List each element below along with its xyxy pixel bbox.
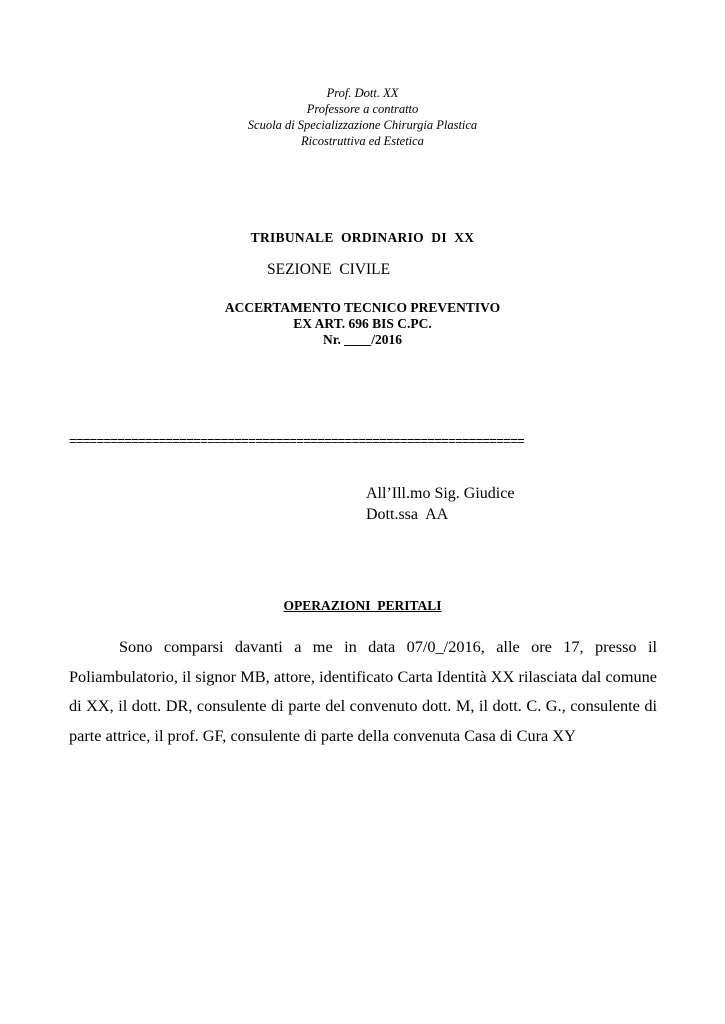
separator-line: ================================================================== — [69, 433, 524, 448]
court-name: TRIBUNALE ORDINARIO DI XX — [250, 230, 475, 245]
operations-title: OPERAZIONI PERITALI — [283, 598, 442, 613]
author-role: Professore a contratto — [306, 102, 419, 116]
operations-paragraph: Sono comparsi davanti a me in data 07/0_/2016, alle ore 17, presso il Poliambulatorio, il signor MB, attore, identificato Carta Identità XX rilasciata dal comune di XX, il dott. DR, consulente di parte del convenuto dott. M, il dott. C. G., consulente di parte attrice, il prof. GF, consulente di parte della convenuta Casa di Cura XY — [69, 637, 657, 745]
author-header — [0, 85, 725, 149]
procedure-heading — [0, 300, 725, 348]
author-school: Scuola di Specializzazione Chirurgia Plastica — [247, 118, 478, 132]
author-school-cont: Ricostruttiva ed Estetica — [301, 134, 424, 148]
author-name: Prof. Dott. XX — [326, 86, 399, 100]
addressee-name: Dott.ssa AA — [366, 506, 449, 523]
court-section: SEZIONE CIVILE — [267, 261, 391, 278]
addressee-title: All’Ill.mo Sig. Giudice — [366, 485, 515, 502]
procedure-type: ACCERTAMENTO TECNICO PREVENTIVO — [224, 300, 501, 315]
procedure-article: EX ART. 696 BIS C.PC. — [293, 316, 432, 331]
procedure-number: Nr. ____/2016 — [322, 332, 402, 347]
addressee-block — [366, 483, 514, 525]
